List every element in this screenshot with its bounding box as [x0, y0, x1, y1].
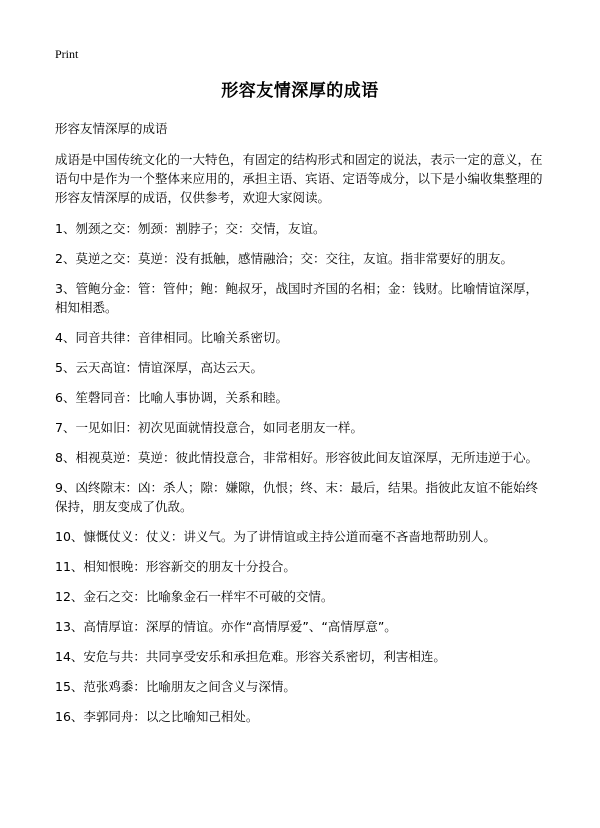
intro-paragraph: 成语是中国传统文化的一大特色，有固定的结构形式和固定的说法，表示一定的意义，在语句中是作为一个整体来应用的，承担主语、宾语、定语等成分，以下是小编收集整理的形容友情深厚的成语，仅供参考，欢迎大家阅读。: [55, 152, 543, 205]
idiom-item: 5、云天高谊：情谊深厚，高达云天。: [55, 360, 263, 375]
idiom-item: 13、高情厚谊：深厚的情谊。亦作“高情厚爱”、“高情厚意”。: [55, 619, 397, 634]
idiom-item: 7、一见如旧：初次见面就情投意合，如同老朋友一样。: [55, 420, 363, 435]
print-link[interactable]: Print: [55, 47, 79, 61]
article-subtitle: 形容友情深厚的成语: [55, 121, 168, 136]
idiom-item: 12、金石之交：比喻象金石一样牢不可破的交情。: [55, 589, 334, 604]
idiom-item: 14、安危与共：共同享受安乐和承担危难。形容关系密切，利害相连。: [55, 649, 446, 664]
idiom-item: 16、李郭同舟：以之比喻知己相处。: [55, 709, 259, 724]
page-title: 形容友情深厚的成语: [221, 81, 379, 101]
idiom-item: 10、慷慨仗义：仗义：讲义气。为了讲情谊或主持公道而毫不吝啬地帮助别人。: [55, 529, 496, 544]
article-body: [55, 119, 550, 737]
idiom-item: 15、范张鸡黍：比喻朋友之间含义与深情。: [55, 679, 296, 694]
idiom-item: 3、管鲍分金：管：管仲；鲍：鲍叔牙，战国时齐国的名相；金：钱财。比喻情谊深厚，相知相悉。: [55, 281, 538, 315]
idiom-item: 1、刎颈之交：刎颈：割脖子；交：交情，友谊。: [55, 221, 326, 236]
idiom-item: 8、相视莫逆：莫逆：彼此情投意合，非常相好。形容彼此间友谊深厚，无所违逆于心。: [55, 450, 538, 465]
idiom-item: 9、凶终隙末：凶：杀人；隙：嫌隙，仇恨；终、末：最后，结果。指彼此友谊不能始终保持，朋友变成了仇敌。: [55, 480, 538, 514]
idiom-item: 6、笙磬同音：比喻人事协调，关系和睦。: [55, 390, 288, 405]
idiom-item: 11、相知恨晚：形容新交的朋友十分投合。: [55, 559, 296, 574]
idiom-item: 2、莫逆之交：莫逆：没有抵触，感情融洽；交：交往，友谊。指非常要好的朋友。: [55, 251, 513, 266]
idiom-item: 4、同音共律：音律相同。比喻关系密切。: [55, 330, 288, 345]
